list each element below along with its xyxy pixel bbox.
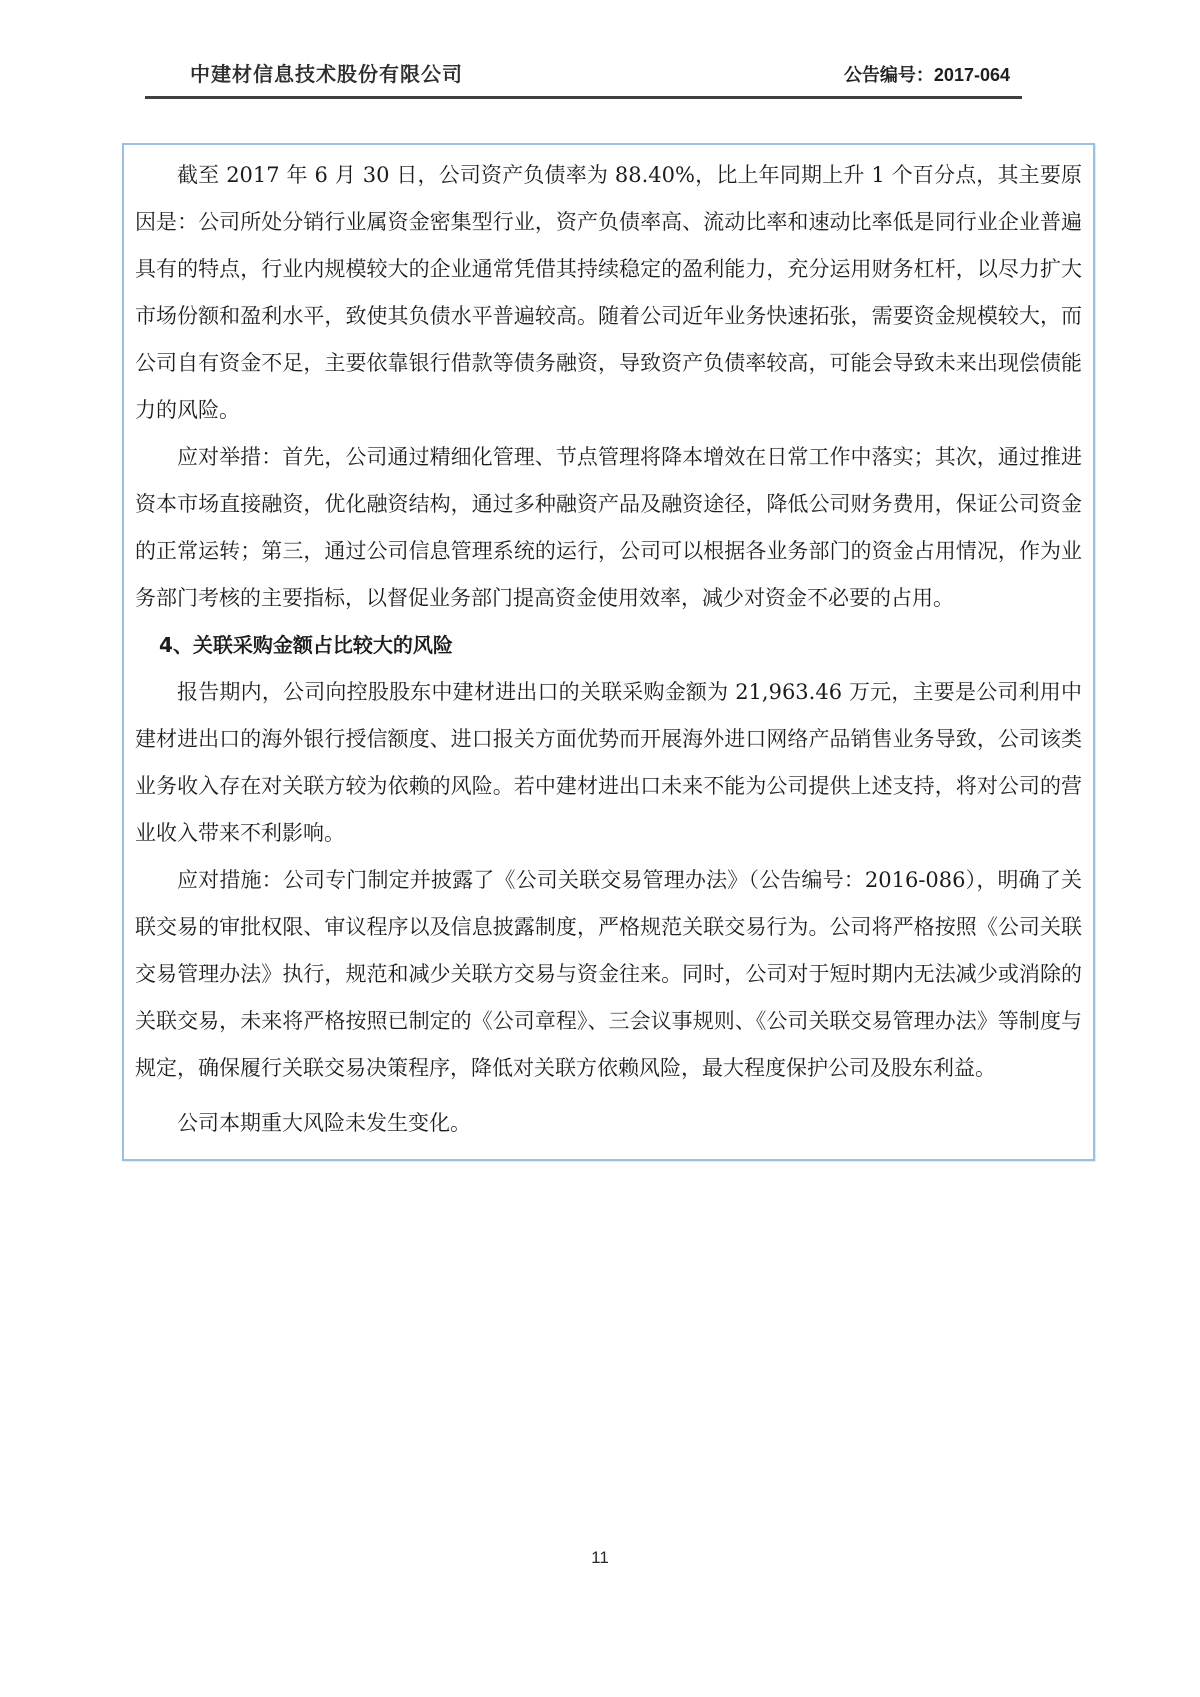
page-number: 11 [591,1548,609,1567]
announcement-number: 公告编号：2017-064 [843,65,1010,85]
paragraph-related-procurement-measures: 应对措施：公司专门制定并披露了《公司关联交易管理办法》（公告编号：2016-086），明确了关联交易的审批权限、审议程序以及信息披露制度，严格规范关联交易行为。公司将严格按照《公司关联交易管理办法》执行，规范和减少关联方交易与资金往来。同时，公司对于短时期内无法减少或消除的关联交易，未来将严格按照已制定的《公司章程》、三会议事规则、《公司关联交易管理办法》等制度与规定，确保履行关联交易决策程序，降低对关联方依赖风险，最大程度保护公司及股东利益。 [135,868,1082,1080]
header-divider [145,96,1022,99]
paragraph-no-major-risk-change: 公司本期重大风险未发生变化。 [177,1111,471,1135]
paragraph-related-procurement-risk: 报告期内，公司向控股股东中建材进出口的关联采购金额为 21,963.46 万元，主要是公司利用中建材进出口的海外银行授信额度、进口报关方面优势而开展海外进口网络产品销售业务导致，公司该类业务收入存在对关联方较为依赖的风险。若中建材进出口未来不能为公司提供上述支持，将对公司的营业收入带来不利影响。 [135,680,1082,845]
paragraph-debt-ratio-risk: 截至 2017 年 6 月 30 日，公司资产负债率为 88.40%，比上年同期上升 1 个百分点，其主要原因是：公司所处分销行业属资金密集型行业，资产负债率高、流动比率和速动比率低是同行业企业普遍具有的特点，行业内规模较大的企业通常凭借其持续稳定的盈利能力，充分运用财务杠杆，以尽力扩大市场份额和盈利水平，致使其负债水平普遍较高。随着公司近年业务快速拓张，需要资金规模较大，而公司自有资金不足，主要依靠银行借款等债务融资，导致资产负债率较高，可能会导致未来出现偿债能力的风险。 [135,163,1082,422]
risk-content-box [122,143,1095,1161]
section-heading-related-procurement-risk: 4、关联采购金额占比较大的风险 [159,633,453,657]
company-name: 中建材信息技术股份有限公司 [190,64,463,86]
paragraph-debt-ratio-measures: 应对举措：首先，公司通过精细化管理、节点管理将降本增效在日常工作中落实；其次，通过推进资本市场直接融资，优化融资结构，通过多种融资产品及融资途径，降低公司财务费用，保证公司资金的正常运转；第三，通过公司信息管理系统的运行，公司可以根据各业务部门的资金占用情况，作为业务部门考核的主要指标，以督促业务部门提高资金使用效率，减少对资金不必要的占用。 [135,445,1082,610]
page-header [190,58,1010,87]
